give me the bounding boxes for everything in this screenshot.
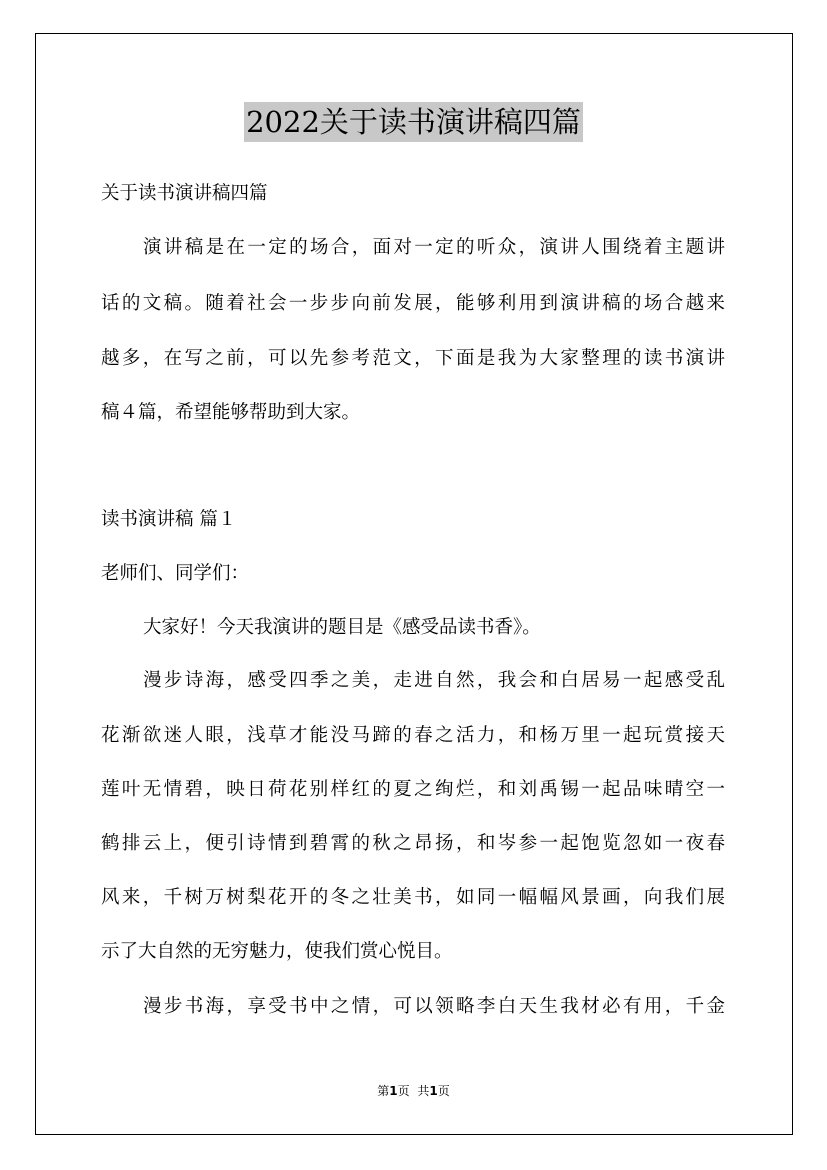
page-mid: 页	[397, 1084, 410, 1098]
document-title: 2022关于读书演讲稿四篇	[244, 102, 583, 142]
section-heading: 读书演讲稿 篇１	[101, 509, 237, 530]
total-pages: 1	[429, 1084, 438, 1098]
greeting: 大家好！今天我演讲的题目是《感受品读书香》。	[143, 617, 541, 638]
intro-line: 稿４篇，希望能够帮助到大家。	[101, 402, 361, 423]
title-wrap	[0, 102, 827, 142]
document-subtitle: 关于读书演讲稿四篇	[101, 183, 268, 204]
salutation: 老师们、同学们：	[101, 563, 250, 584]
paragraph-line: 莲叶无情碧，映日荷花别样红的夏之绚烂，和刘禹锡一起品味晴空一	[101, 779, 725, 800]
paragraph-line: 漫步书海，享受书中之情，可以领略李白天生我材必有用，千金	[143, 996, 725, 1017]
paragraph-line: 花渐欲迷人眼，浅草才能没马蹄的春之活力，和杨万里一起玩赏接天	[101, 725, 725, 746]
intro-line: 演讲稿是在一定的场合，面对一定的听众，演讲人围绕着主题讲	[143, 237, 725, 258]
total-suffix: 页	[437, 1084, 450, 1098]
paragraph-line: 风来，千树万树梨花开的冬之壮美书，如同一幅幅风景画，向我们展	[101, 887, 725, 908]
intro-line: 越多，在写之前，可以先参考范文，下面是我为大家整理的读书演讲	[101, 348, 725, 369]
paragraph-line: 鹤排云上，便引诗情到碧霄的秋之昂扬，和岑参一起饱览忽如一夜春	[101, 833, 725, 854]
paragraph-line: 示了大自然的无穷魅力，使我们赏心悦目。	[101, 941, 453, 962]
total-prefix: 共	[417, 1084, 430, 1098]
page-number: 1	[389, 1084, 398, 1098]
page-footer	[0, 1082, 827, 1100]
page-prefix: 第	[377, 1084, 390, 1098]
paragraph-line: 漫步诗海，感受四季之美，走进自然，我会和白居易一起感受乱	[143, 670, 725, 691]
intro-line: 话的文稿。随着社会一步步向前发展，能够利用到演讲稿的场合越来	[101, 293, 725, 314]
